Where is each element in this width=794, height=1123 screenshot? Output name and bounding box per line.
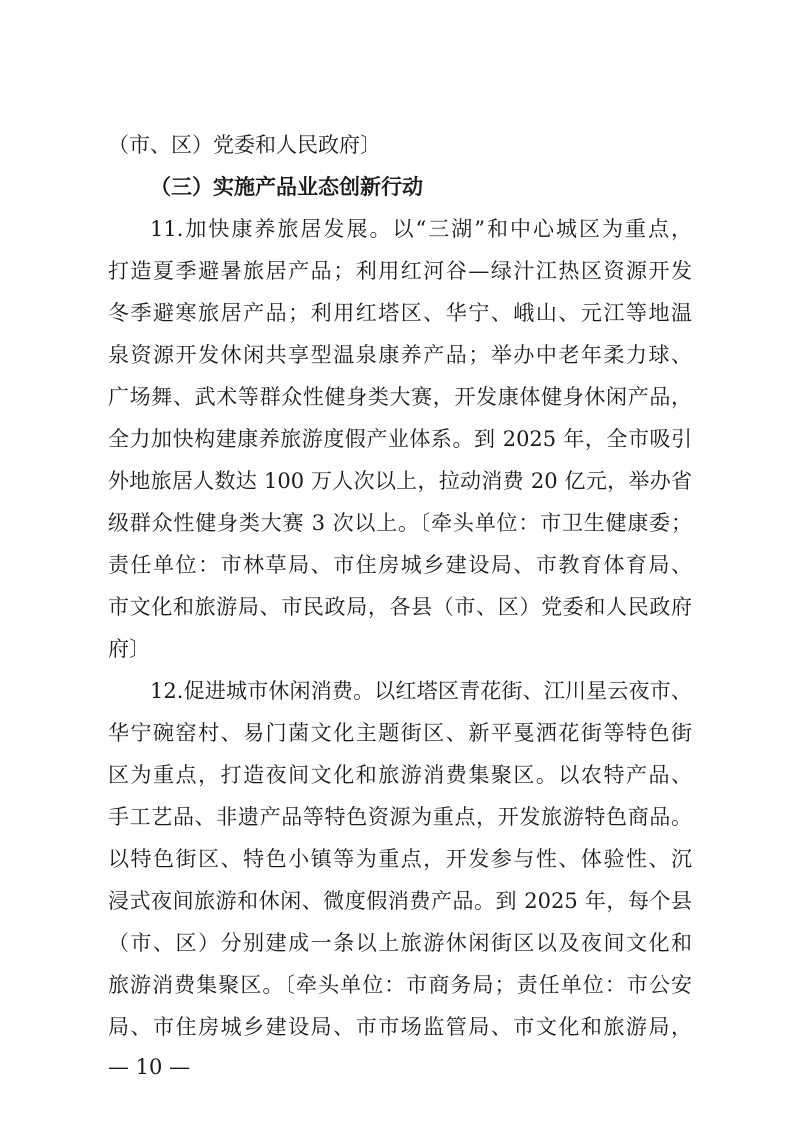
page-number: — 10 —: [108, 1055, 191, 1079]
paragraph-line: 局、市住房城乡建设局、市市场监管局、市文化和旅游局，: [108, 1015, 692, 1039]
paragraph-line: 市文化和旅游局、市民政局，各县（市、区）党委和人民政府: [108, 595, 692, 619]
paragraph-line: 浸式夜间旅游和休闲、微度假消费产品。到 2025 年，每个县: [108, 889, 692, 913]
paragraph-line: 打造夏季避暑旅居产品；利用红河谷—绿汁江热区资源开发: [108, 259, 692, 283]
paragraph-line: 手工艺品、非遗产品等特色资源为重点，开发旅游特色商品。: [108, 805, 692, 829]
paragraph-line: 级群众性健身类大赛 3 次以上。〔牵头单位：市卫生健康委；: [108, 511, 692, 535]
paragraph-line: 区为重点，打造夜间文化和旅游消费集聚区。以农特产品、: [108, 763, 692, 787]
paragraph-line: 泉资源开发休闲共享型温泉康养产品；举办中老年柔力球、: [108, 343, 692, 367]
paragraph-line: 11.加快康养旅居发展。以“三湖”和中心城区为重点，: [150, 217, 692, 241]
paragraph-line: （市、区）分别建成一条以上旅游休闲街区以及夜间文化和: [108, 931, 692, 955]
paragraph-line: 12.促进城市休闲消费。以红塔区青花街、江川星云夜市、: [150, 679, 692, 703]
paragraph-line: 华宁碗窑村、易门菌文化主题街区、新平戛洒花街等特色街: [108, 721, 692, 745]
paragraph-line: 旅游消费集聚区。〔牵头单位：市商务局；责任单位：市公安: [108, 973, 692, 997]
paragraph-line: 全力加快构建康养旅游度假产业体系。到 2025 年，全市吸引: [108, 427, 692, 451]
paragraph-line: 冬季避寒旅居产品；利用红塔区、华宁、峨山、元江等地温: [108, 301, 692, 325]
paragraph-line: 外地旅居人数达 100 万人次以上，拉动消费 20 亿元，举办省: [108, 469, 692, 493]
paragraph-line: 责任单位：市林草局、市住房城乡建设局、市教育体育局、: [108, 553, 692, 577]
text-line: （市、区）党委和人民政府〕: [108, 133, 381, 157]
paragraph-line: 广场舞、武术等群众性健身类大赛，开发康体健身休闲产品，: [108, 385, 692, 409]
paragraph-line: 府〕: [108, 637, 150, 661]
section-heading: （三）实施产品业态创新行动: [150, 175, 423, 199]
paragraph-line: 以特色街区、特色小镇等为重点，开发参与性、体验性、沉: [108, 847, 692, 871]
